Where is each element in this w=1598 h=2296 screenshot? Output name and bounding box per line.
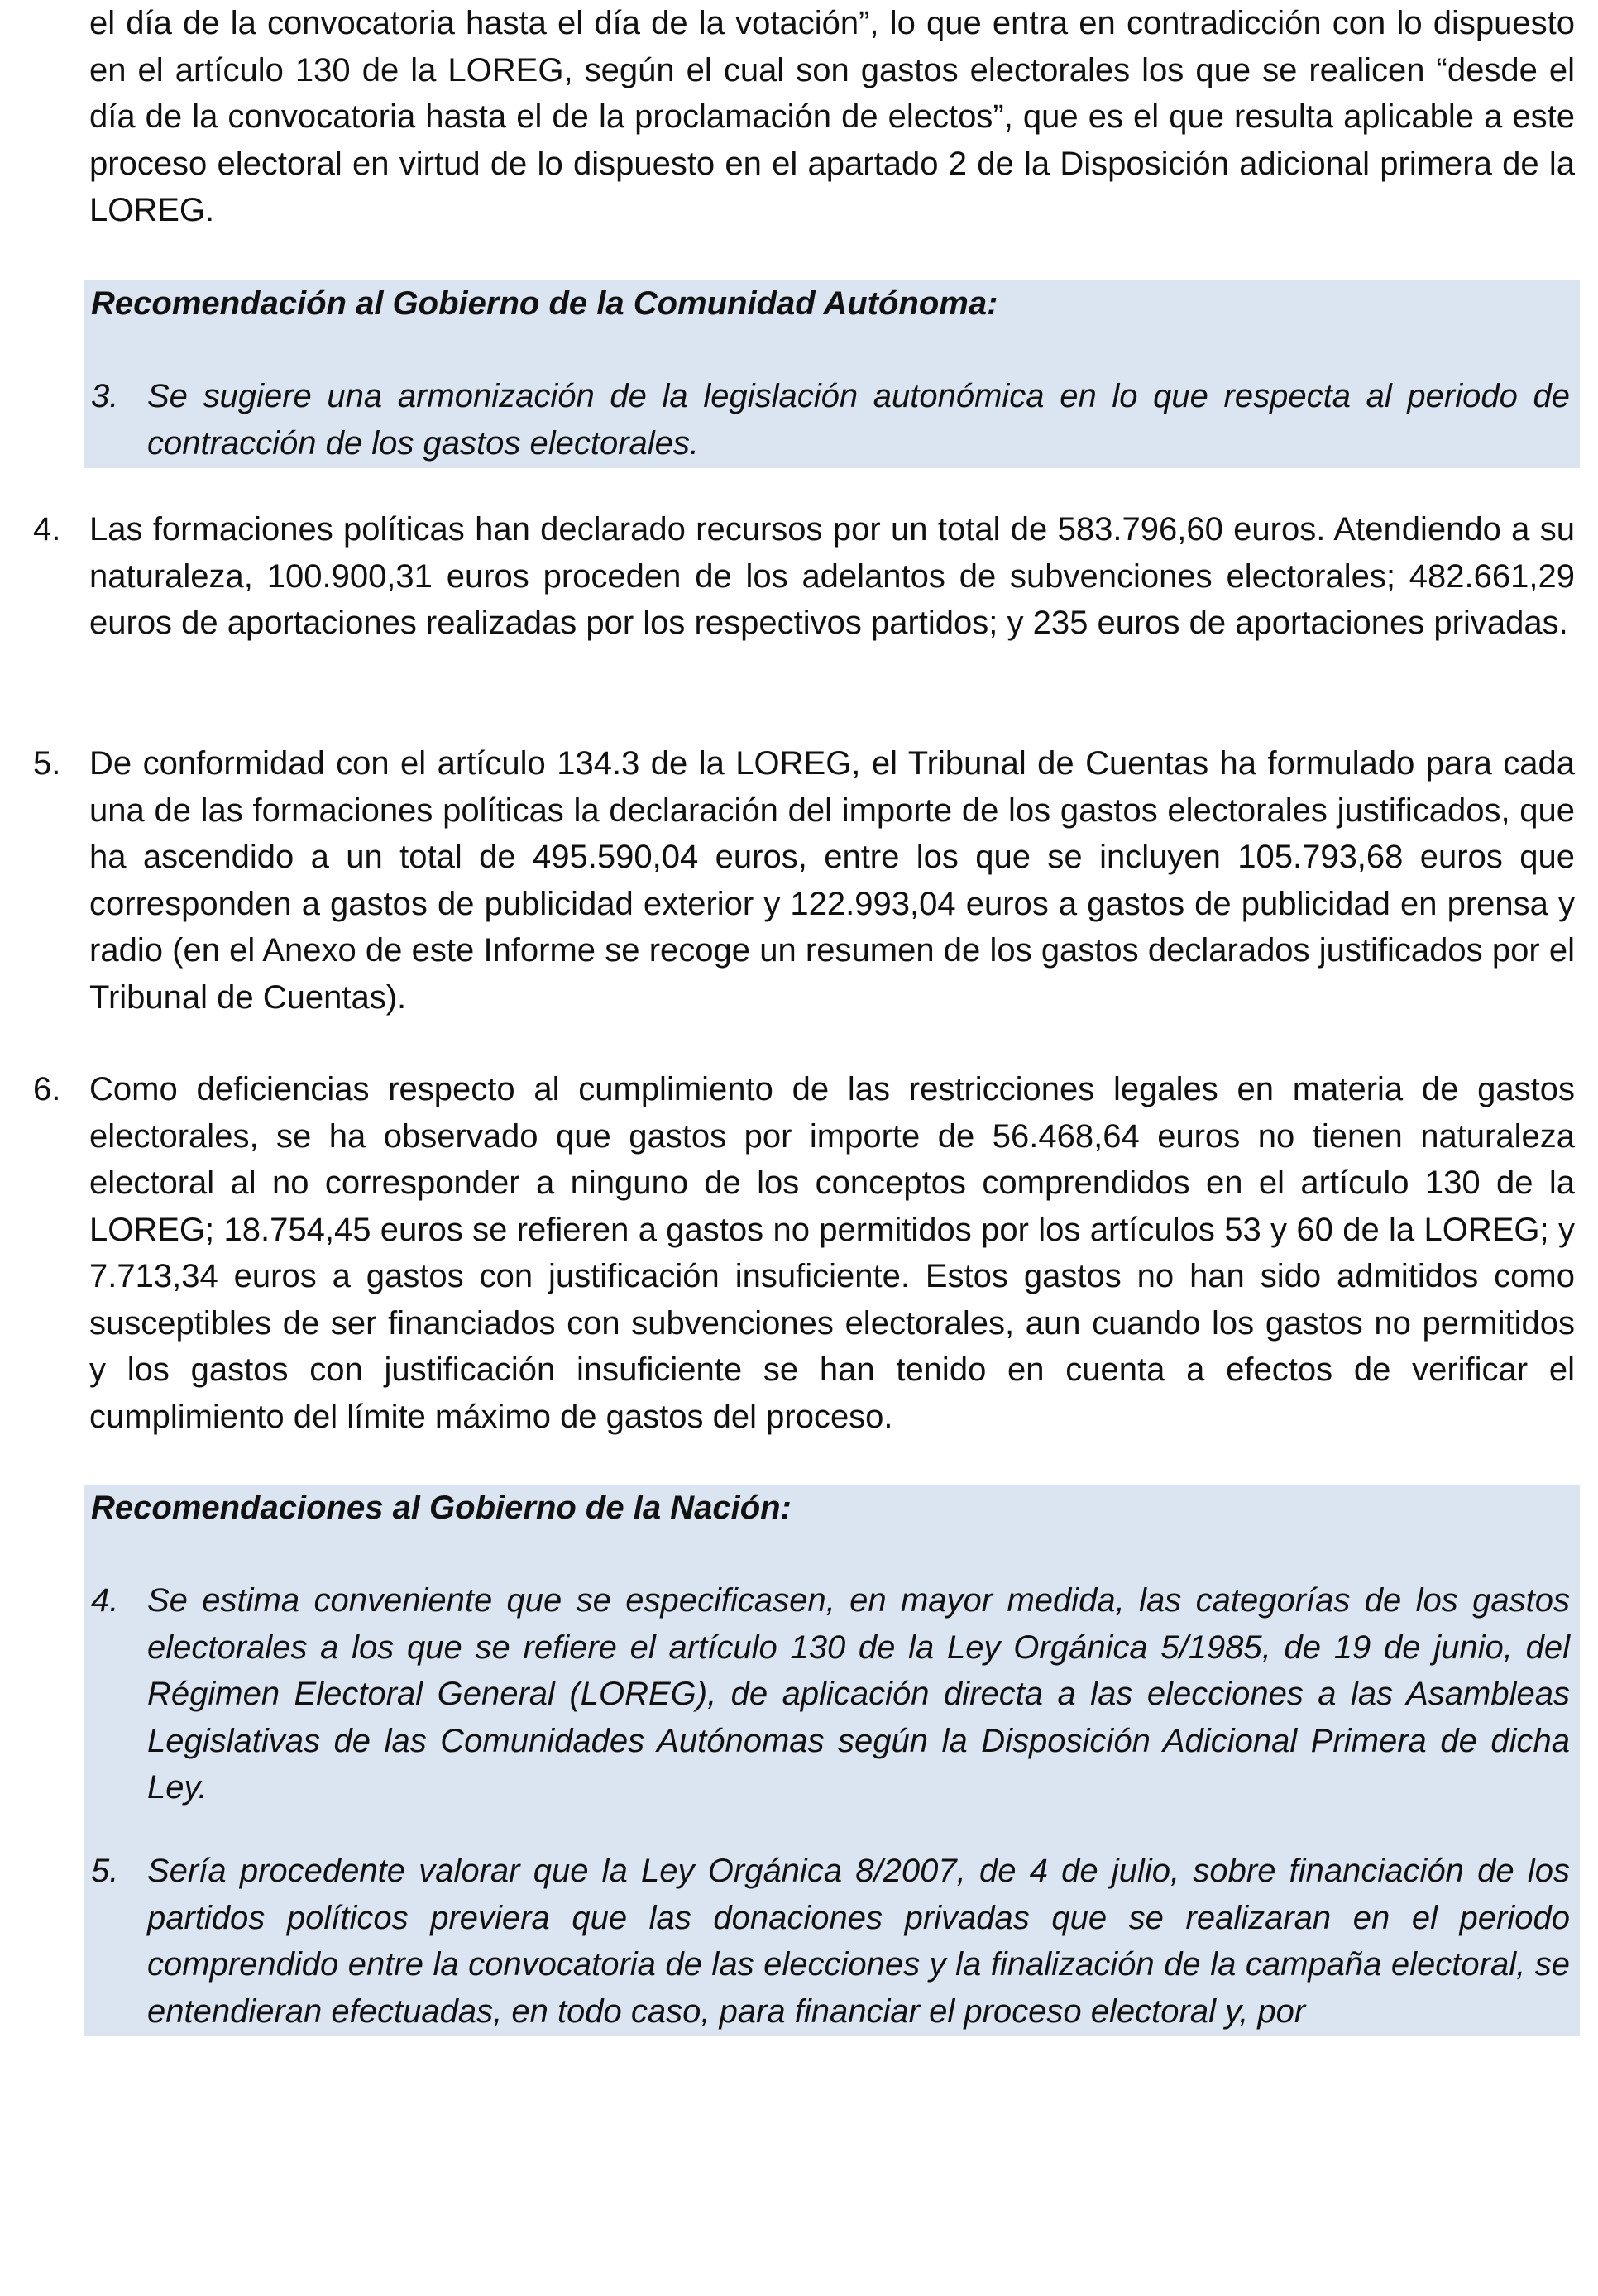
recommendation-title: Recomendaciones al Gobierno de la Nación:	[91, 1490, 792, 1526]
recommendation-box-regional	[84, 280, 1580, 468]
recommendation-item	[91, 1577, 1570, 1811]
finding-item-6	[33, 1066, 1575, 1440]
finding-number: 5.	[33, 745, 61, 782]
recommendation-number: 5.	[91, 1853, 119, 1889]
finding-number: 4.	[33, 511, 61, 548]
finding-text: Como deficiencias respecto al cumplimiento de las restricciones legales en materia de gastos electorales, se ha observado que gastos por importe de 56.468,64 euros no tienen naturaleza electoral al no corresponder a ninguno de los conceptos comprendidos en el artículo 130 de la LOREG; 18.754,45 euros se refieren a gastos no permitidos por los artículos 53 y 60 de la LOREG; y 7.713,34 euros a gastos con justificación insuficiente. Estos gastos no han sido admitidos como susceptibles de ser financiados con subvenciones electorales, aun cuando los gastos no permitidos y los gastos con justificación insuficiente se han tenido en cuenta a efectos de verificar el cumplimiento del límite máximo de gastos del proceso.	[89, 1071, 1575, 1435]
recommendation-item	[91, 373, 1570, 466]
finding-item-4	[33, 506, 1575, 647]
finding-number: 6.	[33, 1071, 61, 1107]
recommendation-number: 4.	[91, 1582, 119, 1619]
recommendation-title: Recomendación al Gobierno de la Comunidad Autónoma:	[91, 285, 998, 322]
finding-text: De conformidad con el artículo 134.3 de la LOREG, el Tribunal de Cuentas ha formulado para cada una de las formaciones políticas la declaración del importe de los gastos electorales justificados, que ha ascendido a un total de 495.590,04 euros, entre los que se incluyen 105.793,68 euros que corresponden a gastos de publicidad exterior y 122.993,04 euros a gastos de publicidad en prensa y radio (en el Anexo de este Informe se recoge un resumen de los gastos declarados justificados por el Tribunal de Cuentas).	[89, 745, 1575, 1016]
recommendation-number: 3.	[91, 378, 119, 414]
recommendation-text: Se estima conveniente que se especificasen, en mayor medida, las categorías de los gastos electorales a los que se refiere el artículo 130 de la Ley Orgánica 5/1985, de 19 de junio, del Régimen Electoral General (LOREG), de aplicación directa a las elecciones a las Asambleas Legislativas de las Comunidades Autónomas según la Disposición Adicional Primera de dicha Ley.	[147, 1582, 1570, 1806]
recommendation-item	[91, 1848, 1570, 2035]
recommendation-text: Sería procedente valorar que la Ley Orgánica 8/2007, de 4 de julio, sobre financiación de los partidos políticos previera que las donaciones privadas que se realizaran en el periodo comprendido entre la convocatoria de las elecciones y la finalización de la campaña electoral, se entendieran efectuadas, en todo caso, para financiar el proceso electoral y, por	[147, 1853, 1570, 2030]
recommendation-text: Se sugiere una armonización de la legislación autonómica en lo que respecta al periodo de contracción de los gastos electorales.	[147, 378, 1570, 462]
intro-paragraph: el día de la convocatoria hasta el día de la votación”, lo que entra en contradicción con lo dispuesto en el artículo 130 de la LOREG, según el cual son gastos electorales los que se realicen “desde el día de la convocatoria hasta el de la proclamación de electos”, que es el que resulta aplicable a este proceso electoral en virtud de lo dispuesto en el apartado 2 de la Disposición adicional primera de la LOREG.	[89, 5, 1575, 228]
recommendation-box-national	[84, 1485, 1580, 2036]
finding-item-5	[33, 740, 1575, 1021]
finding-text: Las formaciones políticas han declarado recursos por un total de 583.796,60 euros. Atendiendo a su naturaleza, 100.900,31 euros proceden de los adelantos de subvenciones electorales; 482.661,29 euros de aportaciones realizadas por los respectivos partidos; y 235 euros de aportaciones privadas.	[89, 511, 1575, 641]
